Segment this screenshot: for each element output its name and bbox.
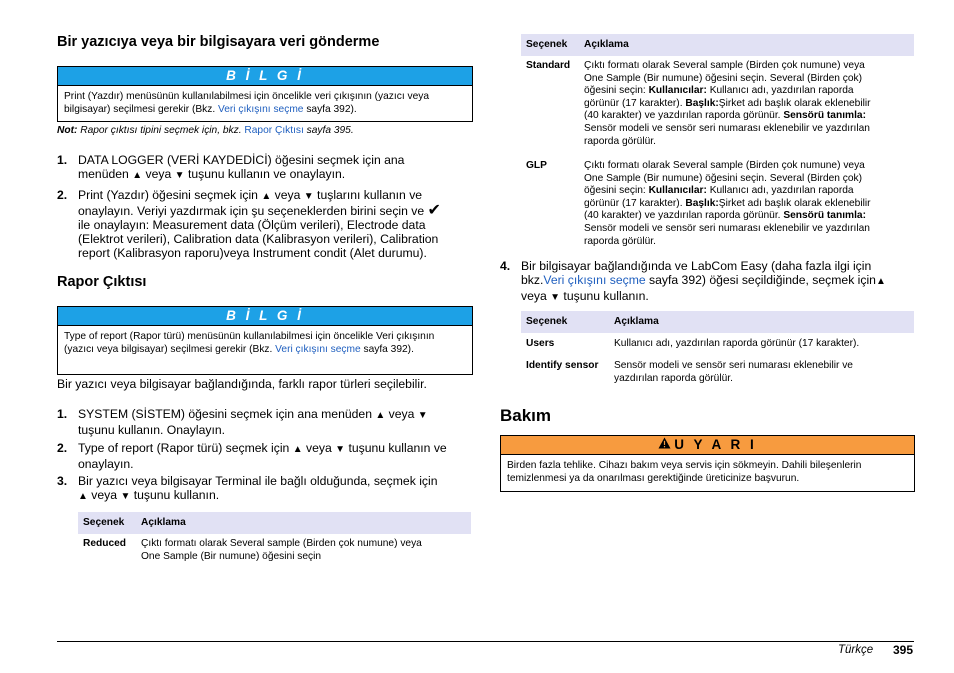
warning-triangle-icon bbox=[658, 436, 671, 454]
info-box-text: Print (Yazdır) menüsünün kullanılabilmesi için öncelikle veri çıkışının (yazıcı veya bilgisayar) seçilmesi gerekir (Bkz. Veri çıkışını seçme sayfa 392). bbox=[58, 85, 472, 120]
triangle-down-icon: ▼ bbox=[303, 191, 314, 202]
link-data-output[interactable]: Veri çıkışını seçme bbox=[543, 273, 646, 287]
link-data-output[interactable]: Veri çıkışını seçme bbox=[275, 344, 361, 356]
triangle-down-icon: ▼ bbox=[550, 292, 561, 303]
triangle-up-icon: ▲ bbox=[132, 170, 143, 181]
info-box-text: Type of report (Rapor türü) menüsünün kullanılabilmesi için öncelikle Veri çıkışının (yazıcı veya bilgisayar) seçilmesi gerekir (Bkz. Veri çıkışını seçme sayfa 392). bbox=[58, 325, 472, 360]
triangle-up-icon: ▲ bbox=[292, 444, 303, 455]
info-box-title: B İ L G İ bbox=[58, 307, 472, 325]
warning-box bbox=[500, 435, 915, 492]
triangle-up-icon: ▲ bbox=[375, 410, 386, 421]
table-header: Seçenek Açıklama bbox=[78, 512, 471, 534]
page-number: 395 bbox=[893, 643, 914, 657]
note: Not: Rapor çıktısı tipini seçmek için, bkz. Rapor Çıktısı sayfa 395. bbox=[57, 125, 354, 136]
footer-divider bbox=[57, 641, 914, 642]
info-box-print bbox=[57, 66, 473, 122]
intro-text: Bir yazıcı veya bilgisayar bağlandığında, farklı rapor türleri seçilebilir. bbox=[57, 377, 427, 391]
triangle-down-icon: ▼ bbox=[174, 170, 185, 181]
info-box-report-type bbox=[57, 306, 473, 375]
triangle-up-icon: ▲ bbox=[875, 276, 886, 287]
info-box-title: B İ L G İ bbox=[58, 67, 472, 85]
link-report-output[interactable]: Rapor Çıktısı bbox=[244, 125, 304, 136]
triangle-up-icon: ▲ bbox=[261, 191, 272, 202]
triangle-down-icon: ▼ bbox=[120, 491, 131, 502]
checkmark-icon: ✔ bbox=[427, 202, 441, 219]
warning-text: Birden fazla tehlike. Cihazı bakım veya servis için sökmeyin. Dahili bileşenlerin temizlenmesi ya da onarılması gerektiğinde üreticinize başvurun. bbox=[501, 454, 914, 489]
table-header: Seçenek Açıklama bbox=[521, 34, 914, 56]
section-heading-maintenance: Bakım bbox=[500, 406, 552, 425]
table-header: Seçenek Açıklama bbox=[521, 311, 914, 333]
triangle-up-icon: ▲ bbox=[78, 491, 88, 502]
section-heading-report-output: Rapor Çıktısı bbox=[57, 274, 147, 290]
link-data-output[interactable]: Veri çıkışını seçme bbox=[217, 104, 304, 116]
triangle-down-icon: ▼ bbox=[335, 444, 346, 455]
warning-title: U Y A R I bbox=[501, 436, 914, 454]
section-heading-send-data: Bir yazıcıya veya bir bilgisayara veri gönderme bbox=[57, 34, 380, 50]
triangle-down-icon: ▼ bbox=[417, 410, 428, 421]
footer-language: Türkçe bbox=[838, 644, 874, 656]
